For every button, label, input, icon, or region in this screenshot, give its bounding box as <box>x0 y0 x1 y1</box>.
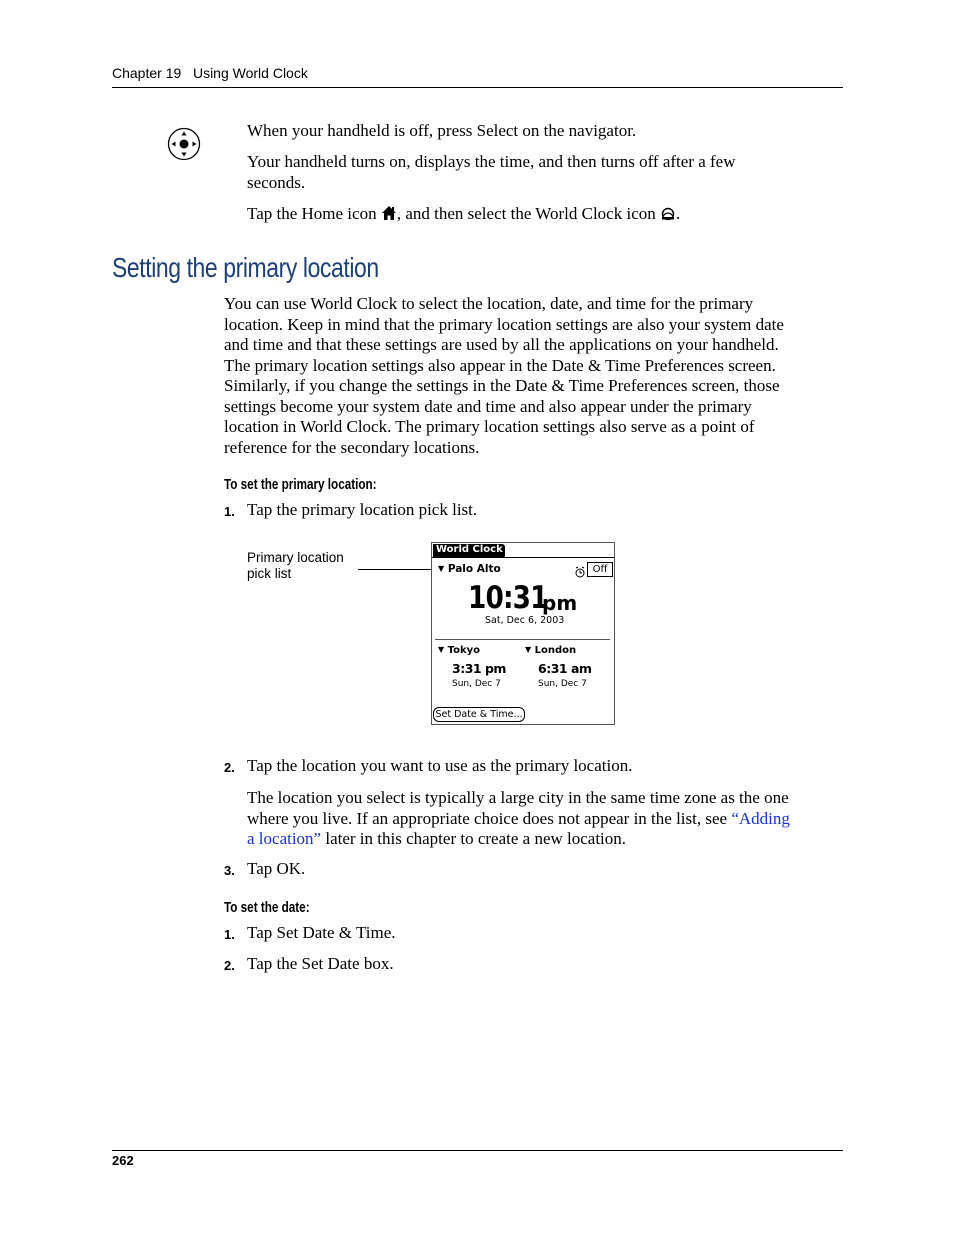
secondary-city: Tokyo <box>447 645 481 656</box>
procedure-heading-date: To set the date: <box>224 899 310 916</box>
callout-line-1: Primary location <box>247 550 344 565</box>
section-paragraph <box>224 294 844 458</box>
step-number: 1. <box>224 504 235 519</box>
note-line-3 <box>247 829 847 850</box>
adding-location-link[interactable]: “Adding <box>731 808 790 828</box>
navigator-icon <box>167 127 201 161</box>
note-line-1: The location you select is typically a large city in the same time zone as the one <box>247 788 789 807</box>
footer-rule <box>112 1150 843 1151</box>
intro-paragraph-2-cont: seconds. <box>247 173 306 192</box>
secondary-location-1-pick-list[interactable] <box>438 645 480 656</box>
set-date-time-button[interactable]: Set Date & Time... <box>433 707 525 722</box>
step-note <box>247 788 847 850</box>
intro-paragraph-2: Your handheld turns on, displays the time, and then turns off after a few <box>247 152 736 171</box>
running-header <box>112 65 308 81</box>
primary-location-pick-list[interactable] <box>438 563 501 575</box>
app-title-bar <box>433 544 505 557</box>
step-text: Tap the Set Date box. <box>247 954 394 973</box>
primary-city: Palo Alto <box>447 563 501 575</box>
adding-location-link-cont[interactable]: a location” <box>247 829 322 848</box>
note-line-2 <box>247 809 847 830</box>
step-text: Tap OK. <box>247 859 306 878</box>
home-icon <box>381 205 397 227</box>
pick-list-arrow-icon: ▼ <box>438 564 445 573</box>
paragraph-line: settings become your system date and time and also appear under the primary <box>224 396 752 416</box>
callout-line-2: pick list <box>247 566 292 581</box>
secondary-location-2-pick-list[interactable] <box>525 645 576 656</box>
callout-leader-line <box>358 569 431 570</box>
note-line-2-text: where you live. If an appropriate choice does not appear in the list, see <box>247 808 732 828</box>
paragraph-line: location in World Clock. The primary location settings also serve as a point of <box>224 417 755 436</box>
intro-p3-pre: Tap the Home icon <box>247 204 377 223</box>
header-rule <box>112 87 843 88</box>
world-clock-icon <box>660 206 676 227</box>
secondary-date: Sun, Dec 7 <box>452 679 501 689</box>
primary-time: 10:31 <box>468 580 548 616</box>
paragraph-line: The primary location settings also appear in the Date & Time Preferences screen. <box>224 355 776 375</box>
divider <box>435 639 610 640</box>
intro-paragraph-3 <box>247 204 680 227</box>
secondary-date: Sun, Dec 7 <box>538 679 587 689</box>
alarm-toggle[interactable]: Off <box>587 562 613 577</box>
procedure-heading-primary-location: To set the primary location: <box>224 476 377 493</box>
intro-p3-end: . <box>676 204 681 223</box>
intro-p3-mid: , and then select the World Clock icon <box>396 204 656 223</box>
paragraph-line: and time and that these settings are used by all the applications on your handheld. <box>224 335 779 354</box>
paragraph-line: location. Keep in mind that the primary location settings are also your system date <box>224 314 784 334</box>
callout-label <box>247 550 344 582</box>
chapter-title: Using World Clock <box>192 65 308 81</box>
secondary-time: 3:31 pm <box>452 661 506 676</box>
pick-list-arrow-icon: ▼ <box>438 645 445 654</box>
step-number: 2. <box>224 760 235 775</box>
paragraph-line: You can use World Clock to select the location, date, and time for the primary <box>224 294 754 313</box>
paragraph-line: Similarly, if you change the settings in the Date & Time Preferences screen, those <box>224 376 780 395</box>
step-number: 2. <box>224 958 235 973</box>
page-number: 262 <box>112 1153 134 1168</box>
world-clock-screenshot <box>431 542 615 725</box>
pick-list-arrow-icon: ▼ <box>525 645 532 654</box>
primary-date: Sat, Dec 6, 2003 <box>485 615 565 626</box>
paragraph-line: reference for the secondary locations. <box>224 437 480 457</box>
app-title: World Clock <box>436 544 503 555</box>
step-number: 1. <box>224 927 235 942</box>
step-text: Tap the location you want to use as the primary location. <box>247 756 633 775</box>
primary-ampm: pm <box>542 591 578 615</box>
chapter-number: Chapter 19 <box>112 65 182 81</box>
step-number: 3. <box>224 863 235 878</box>
note-line-3-text: later in this chapter to create a new location. <box>321 829 627 848</box>
step-text: Tap the primary location pick list. <box>247 500 478 519</box>
step-text: Tap Set Date & Time. <box>247 923 396 942</box>
title-rule <box>432 557 614 558</box>
secondary-city: London <box>534 645 577 656</box>
intro-paragraph-1: When your handheld is off, press Select on the navigator. <box>247 121 637 140</box>
alarm-clock-icon <box>575 563 585 582</box>
secondary-time: 6:31 am <box>538 661 592 676</box>
section-title: Setting the primary location <box>112 252 379 283</box>
